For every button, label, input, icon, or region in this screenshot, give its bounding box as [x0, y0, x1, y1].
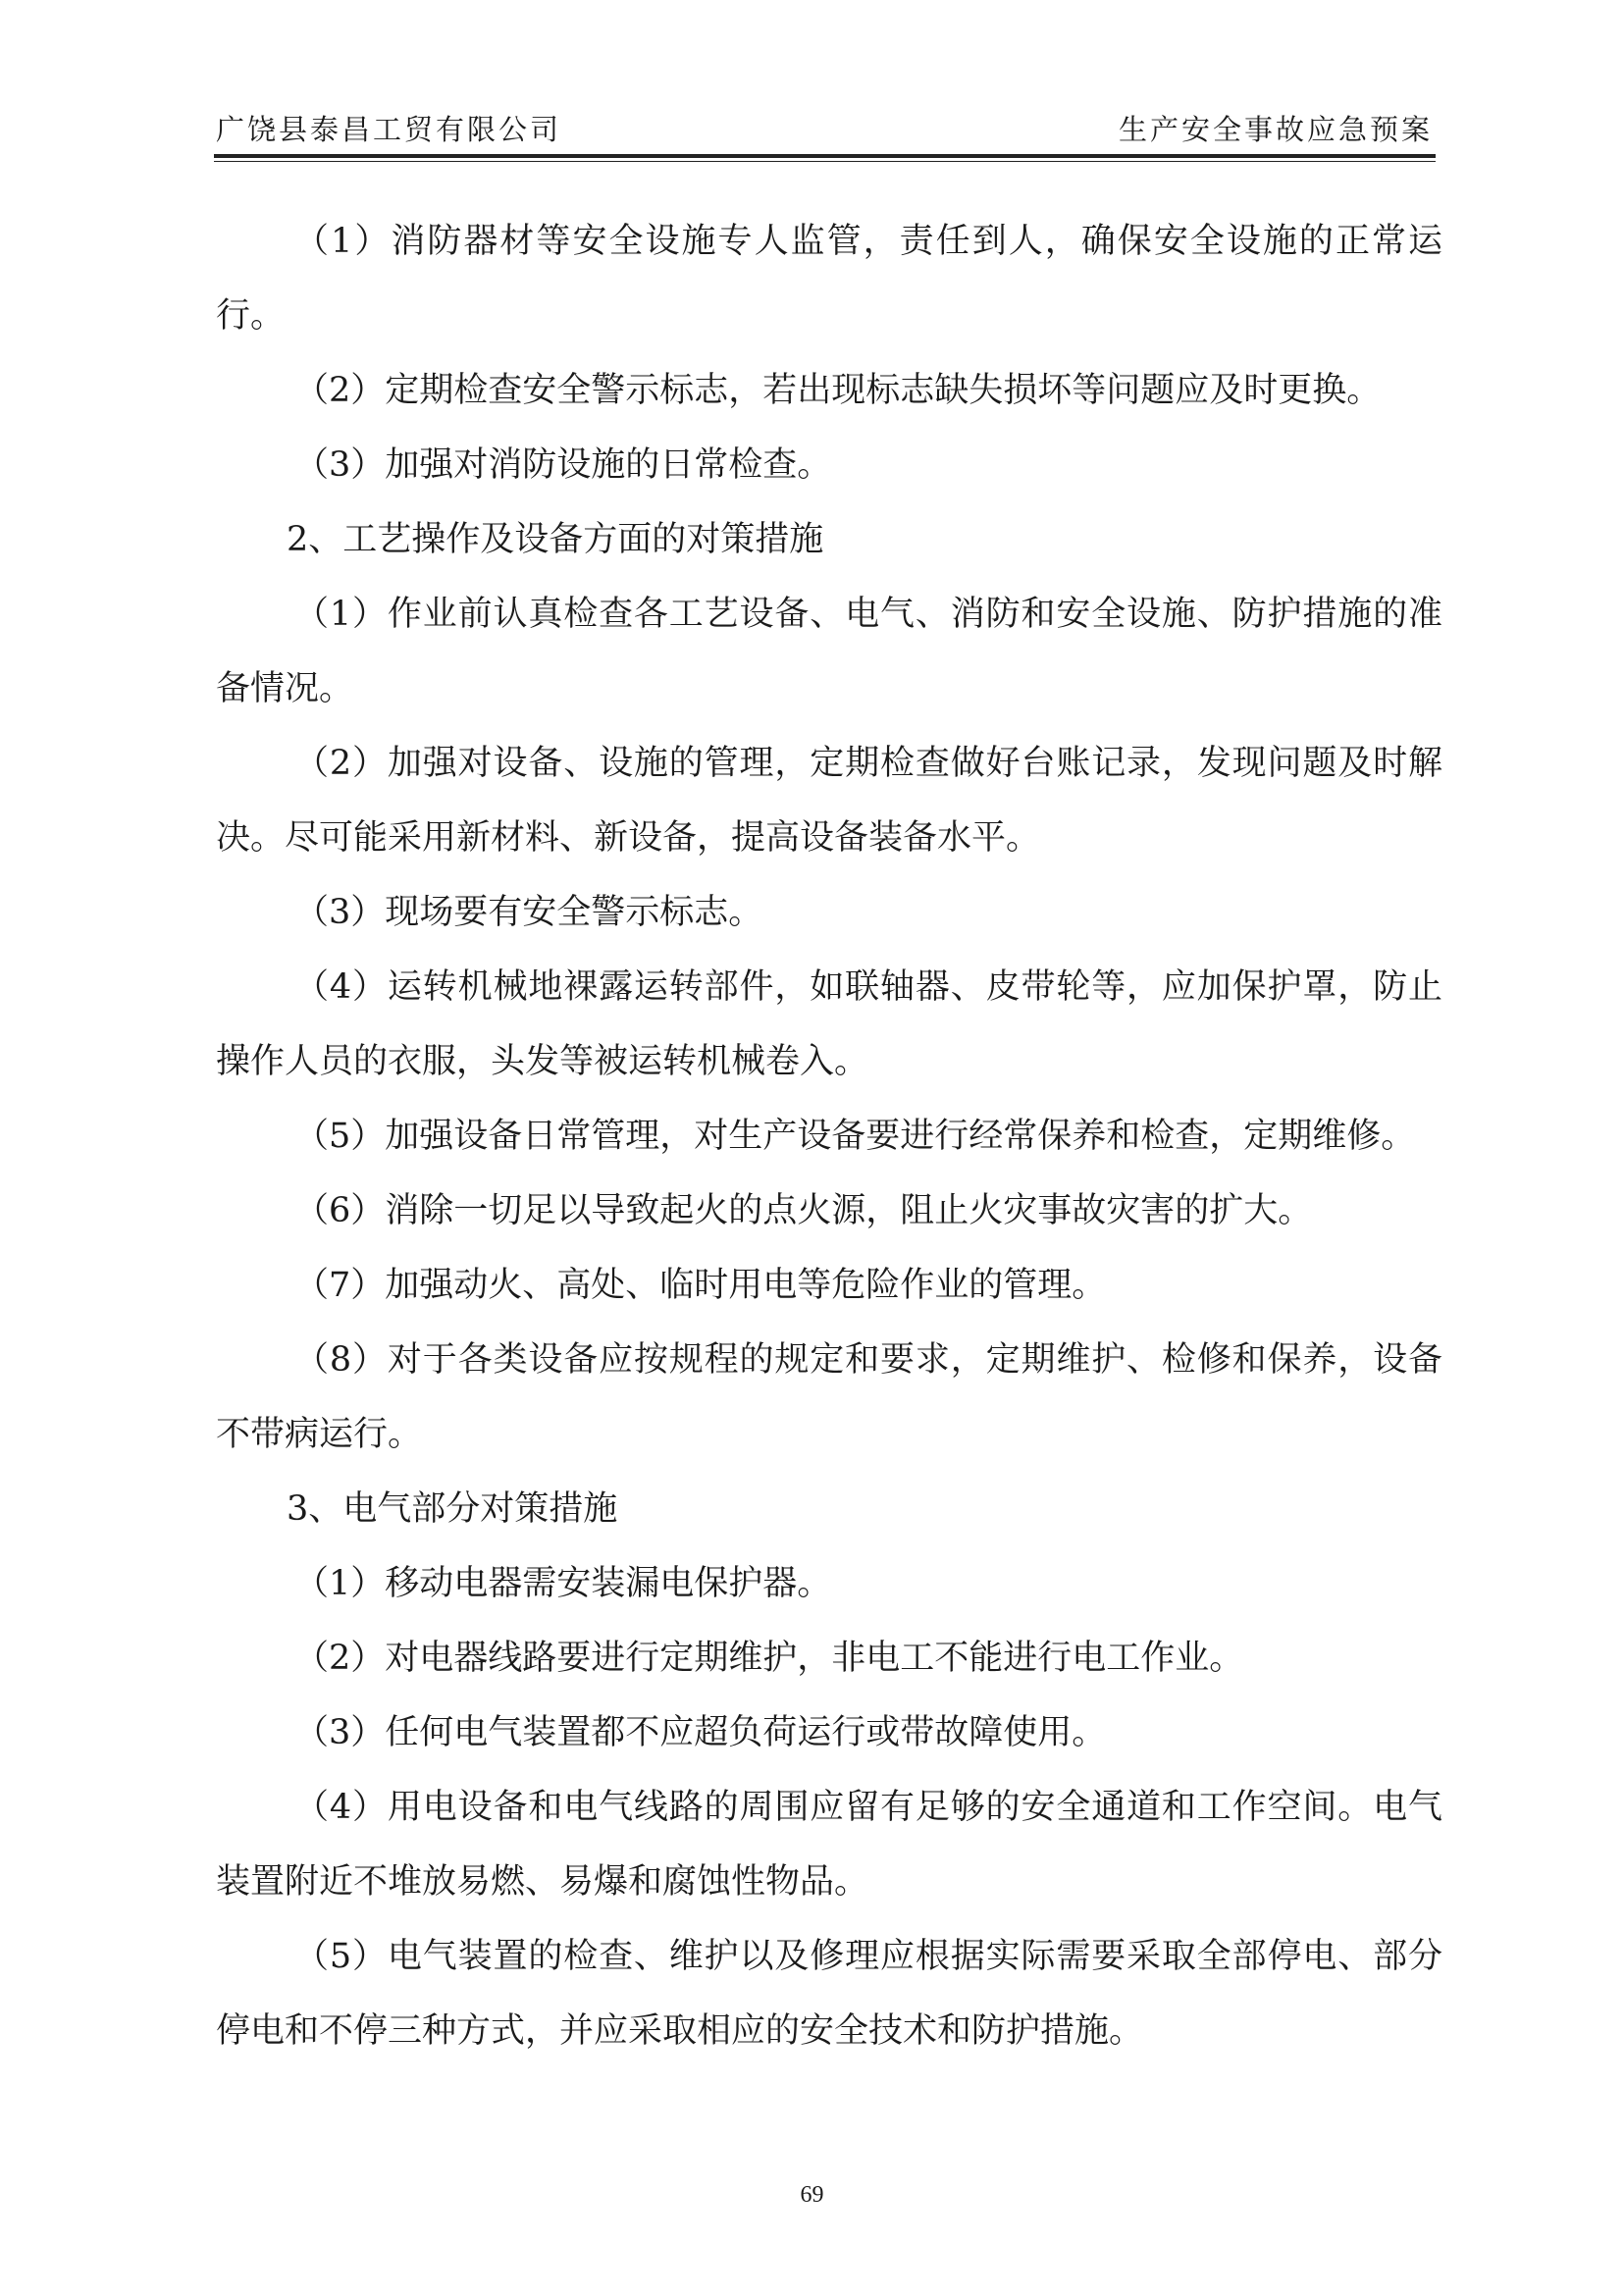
paragraph: （3）任何电气装置都不应超负荷运行或带故障使用。 — [294, 1713, 1107, 1752]
paragraph: （1）消防器材等安全设施专人监管，责任到人，确保安全设施的正常运行。 — [216, 222, 1442, 336]
section-heading: 2、工艺操作及设备方面的对策措施 — [287, 520, 824, 559]
page-number: 69 — [800, 2182, 824, 2208]
paragraph: （5）电气装置的检查、维护以及修理应根据实际需要采取全部停电、部分停电和不停三种方式，并应采取相应的安全技术和防护措施。 — [216, 1937, 1442, 2051]
paragraph: （5）加强设备日常管理，对生产设备要进行经常保养和检查，定期维修。 — [294, 1117, 1416, 1156]
section-heading: 3、电气部分对策措施 — [287, 1489, 618, 1529]
paragraph: （8）对于各类设备应按规程的规定和要求，定期维护、检修和保养，设备不带病运行。 — [216, 1340, 1442, 1454]
paragraph: （4）用电设备和电气线路的周围应留有足够的安全通道和工作空间。电气装置附近不堆放易燃、易爆和腐蚀性物品。 — [216, 1788, 1442, 1902]
paragraph: （4）运转机械地裸露运转部件，如联轴器、皮带轮等，应加保护罩，防止操作人员的衣服，头发等被运转机械卷入。 — [216, 967, 1442, 1081]
paragraph: （7）加强动火、高处、临时用电等危险作业的管理。 — [294, 1266, 1107, 1305]
page-header — [216, 108, 1433, 153]
paragraph: （2）定期检查安全警示标志，若出现标志缺失损坏等问题应及时更换。 — [294, 371, 1382, 410]
paragraph: （3）加强对消防设施的日常检查。 — [294, 445, 832, 485]
header-rule-thick — [214, 154, 1436, 158]
header-company: 广饶县泰昌工贸有限公司 — [216, 113, 562, 146]
paragraph: （6）消除一切足以导致起火的点火源，阻止火灾事故灾害的扩大。 — [294, 1191, 1313, 1230]
header-doc-title: 生产安全事故应急预案 — [1118, 113, 1433, 146]
paragraph: （1）作业前认真检查各工艺设备、电气、消防和安全设施、防护措施的准备情况。 — [216, 595, 1442, 708]
header-rule-thin — [214, 161, 1436, 162]
body-text — [216, 204, 1442, 2068]
paragraph: （2）加强对设备、设施的管理，定期检查做好台账记录，发现问题及时解决。尽可能采用新材料、新设备，提高设备装备水平。 — [216, 744, 1442, 858]
paragraph: （3）现场要有安全警示标志。 — [294, 893, 763, 932]
paragraph: （1）移动电器需安装漏电保护器。 — [294, 1564, 832, 1603]
paragraph: （2）对电器线路要进行定期维护，非电工不能进行电工作业。 — [294, 1639, 1244, 1678]
